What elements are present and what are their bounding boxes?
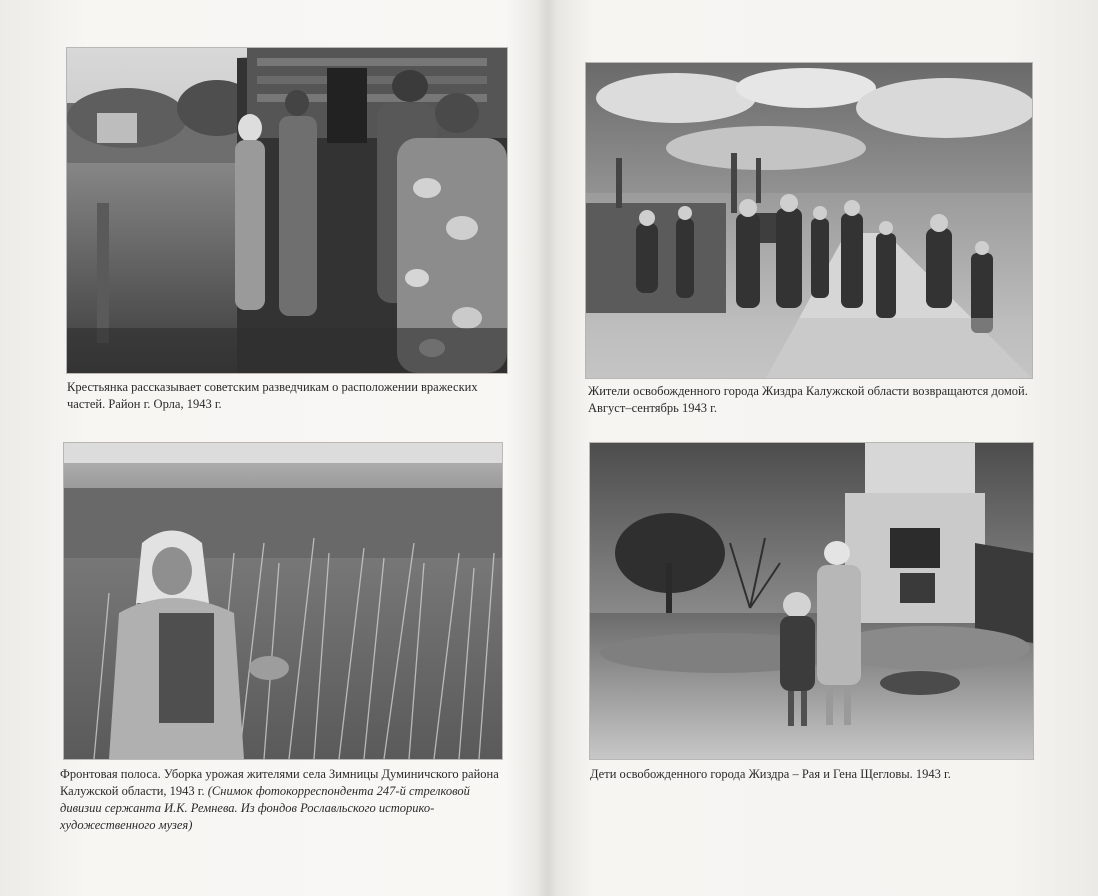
photo-scouts-and-peasant-woman: [67, 48, 507, 373]
photo-residents-returning: [586, 63, 1032, 378]
caption-residents-returning: Жители освобожденного города Жиздра Калужской области возвращаются домой. Август–сентябрь 1943 г.: [588, 384, 1028, 415]
caption-scouts-and-peasant-woman: Крестьянка рассказывает советским разведчикам о расположении вражеских частей. Район г. Орла, 1943 г.: [67, 380, 478, 411]
photo-harvest-woman: [64, 443, 502, 759]
photo-children-in-ruins: [590, 443, 1033, 759]
caption-harvest-woman: [60, 766, 505, 834]
book-gutter: [536, 0, 558, 896]
caption-harvest-main: Фронтовая полоса. Уборка урожая жителями села Зимницы Думиничского района Калужской области, 1943 г.: [60, 767, 499, 798]
caption-harvest-credit: (Снимок фотокорреспондента 247-й стрелковой дивизии сержанта И.К. Ремнева. Из фондов Рославльского историко-художественного музея): [60, 784, 470, 832]
caption-children-in-ruins: Дети освобожденного города Жиздра – Рая и Гена Щегловы. 1943 г.: [590, 767, 951, 781]
